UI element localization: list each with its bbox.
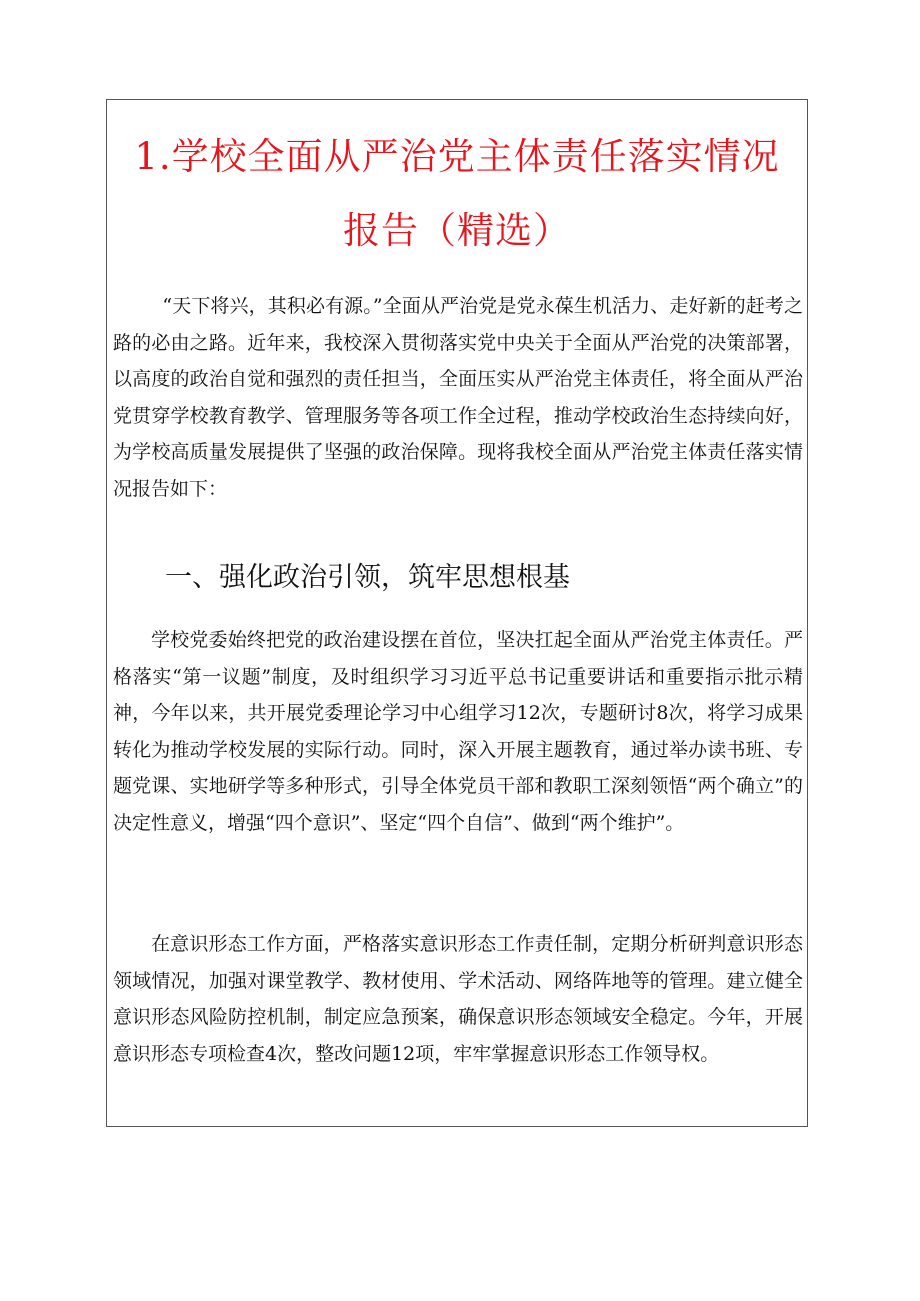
document-title-line-1: 1.学校全面从严治党主体责任落实情况 xyxy=(134,135,780,178)
section-heading-1: 一、强化政治引领，筑牢思想根基 xyxy=(165,562,570,593)
document-frame xyxy=(106,99,808,1127)
section1-paragraph-2: 在意识形态工作方面，严格落实意识形态工作责任制，定期分析研判意识形态领域情况，加强对课堂教学、教材使用、学术活动、网络阵地等的管理。建立健全意识形态风险防控机制，制定应急预案，确保意识形态领域安全稳定。今年，开展意识形态专项检查4次，整改问题12项，牢牢掌握意识形态工作领导权。 xyxy=(113,933,803,1065)
document-title-line-2: 报告（精选） xyxy=(343,209,571,252)
section1-paragraph-1: 学校党委始终把党的政治建设摆在首位，坚决扛起全面从严治党主体责任。严格落实“第一议题”制度，及时组织学习习近平总书记重要讲话和重要指示批示精神，今年以来，共开展党委理论学习中心组学习12次，专题研讨8次，将学习成果转化为推动学校发展的实际行动。同时，深入开展主题教育，通过举办读书班、专题党课、实地研学等多种形式，引导全体党员干部和教职工深刻领悟“两个确立”的决定性意义，增强“四个意识”、坚定“四个自信”、做到“两个维护”。 xyxy=(113,629,803,834)
intro-paragraph: “天下将兴，其积必有源。”全面从严治党是党永葆生机活力、走好新的赶考之路的必由之路。近年来，我校深入贯彻落实党中央关于全面从严治党的决策部署，以高度的政治自觉和强烈的责任担当，全面压实从严治党主体责任，将全面从严治党贯穿学校教育教学、管理服务等各项工作全过程，推动学校政治生态持续向好，为学校高质量发展提供了坚强的政治保障。现将我校全面从严治党主体责任落实情况报告如下： xyxy=(113,295,803,500)
